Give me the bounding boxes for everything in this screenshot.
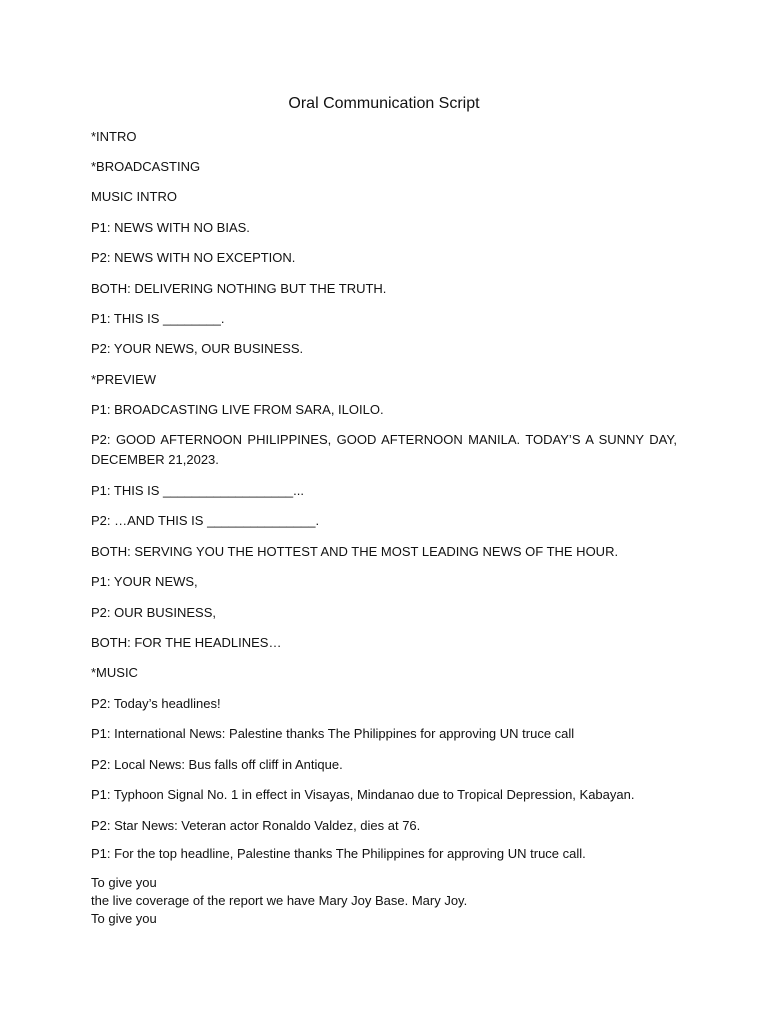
script-line: P1: THIS IS ________. — [91, 311, 225, 326]
script-line-greeting: P2: GOOD AFTERNOON PHILIPPINES, GOOD AFTERNOON MANILA. TODAY’S A SUNNY DAY, DECEMBER 21,2023. — [91, 432, 677, 467]
script-line: P2: YOUR NEWS, OUR BUSINESS. — [91, 341, 304, 356]
script-line-headline: P1: For the top headline, Palestine thanks The Philippines for approving UN truce call. — [91, 846, 586, 861]
script-line: the live coverage of the report we have Mary Joy Base. Mary Joy. — [91, 893, 468, 908]
script-line-preview: *PREVIEW — [91, 372, 157, 387]
script-line: BOTH: SERVING YOU THE HOTTEST AND THE MOST LEADING NEWS OF THE HOUR. — [91, 544, 619, 559]
script-line: P2: NEWS WITH NO EXCEPTION. — [91, 250, 296, 265]
script-line: P1: NEWS WITH NO BIAS. — [91, 220, 250, 235]
script-line: P1: BROADCASTING LIVE FROM SARA, ILOILO. — [91, 402, 384, 417]
script-line: P1: YOUR NEWS, — [91, 574, 198, 589]
script-line: To give you — [91, 911, 157, 926]
script-line: BOTH: DELIVERING NOTHING BUT THE TRUTH. — [91, 281, 387, 296]
document-title: Oral Communication Script — [288, 95, 480, 112]
script-line: P1: THIS IS __________________... — [91, 483, 304, 498]
script-line-headline: P2: Local News: Bus falls off cliff in Antique. — [91, 757, 343, 772]
script-line-intro: *INTRO — [91, 129, 137, 144]
script-line-headline: P1: Typhoon Signal No. 1 in effect in Visayas, Mindanao due to Tropical Depression, Kabayan. — [91, 787, 635, 802]
script-line-broadcasting: *BROADCASTING — [91, 159, 201, 174]
script-line-headline: P1: International News: Palestine thanks The Philippines for approving UN truce call — [91, 726, 575, 741]
script-line-headline: P2: Star News: Veteran actor Ronaldo Valdez, dies at 76. — [91, 818, 421, 833]
script-line: P2: …AND THIS IS _______________. — [91, 513, 320, 528]
script-line-music-intro: MUSIC INTRO — [91, 189, 177, 204]
script-line: To give you — [91, 875, 157, 890]
script-line-music: *MUSIC — [91, 665, 138, 680]
script-line: P2: OUR BUSINESS, — [91, 605, 216, 620]
script-line: P2: Today’s headlines! — [91, 696, 221, 711]
script-line: BOTH: FOR THE HEADLINES… — [91, 635, 282, 650]
